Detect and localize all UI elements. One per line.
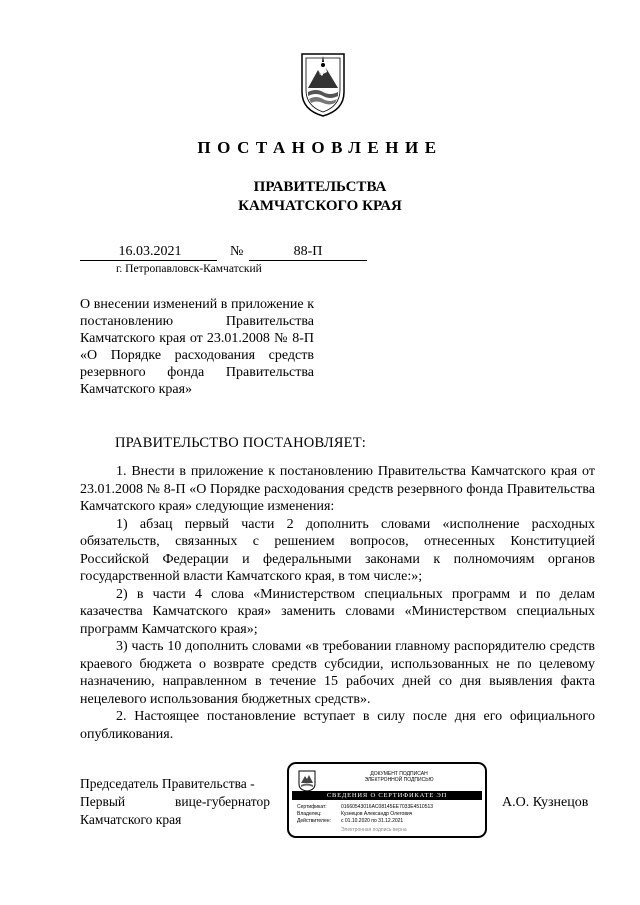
- date-number-row: [80, 244, 370, 264]
- signatory-position: [80, 775, 270, 829]
- kamchatka-emblem-icon: [298, 52, 348, 118]
- document-city: г. Петропавловск-Камчатский: [116, 263, 262, 275]
- stamp-row-key: Действителен:: [297, 818, 331, 824]
- position-line-2b: вице-губернатор: [175, 794, 270, 809]
- issuer-line-2: КАМЧАТСКОГО КРАЯ: [238, 198, 402, 214]
- stamp-details: [297, 804, 433, 825]
- stamp-row: [297, 804, 433, 811]
- stamp-row-value: с 01.10.2020 по 31.12.2021: [341, 818, 404, 824]
- stamp-row: [297, 818, 433, 825]
- issuer-line-1: ПРАВИТЕЛЬСТВА: [253, 179, 387, 195]
- stamp-emblem-icon: [297, 770, 317, 792]
- stamp-row-key: Сертификат:: [297, 804, 327, 810]
- stamp-ghost-text: Электронная подпись верна: [341, 827, 407, 833]
- body-paragraph: 1. Внести в приложение к постановлению Правительства Камчатского края от 23.01.2008 № 8-П «О Порядке расходования средств резервного фонда Правительства Камчатского края» следующие изменения:: [80, 464, 595, 514]
- stamp-bar: СВЕДЕНИЯ О СЕРТИФИКАТЕ ЭП: [292, 791, 482, 800]
- position-line-2: [80, 793, 270, 811]
- issuer-name: [0, 178, 640, 216]
- signatory-name: А.О. Кузнецов: [502, 795, 589, 810]
- body-paragraph: 2) в части 4 слова «Министерством специальных программ и по делам казачества Камчатского края» заменить словами «Министерством специальных программ Камчатского края»;: [80, 586, 595, 637]
- position-line-3: Камчатского края: [80, 812, 182, 827]
- body-paragraph: 1) абзац первый части 2 дополнить словами «исполнение расходных обязательств, связанных с решением вопросов, отнесенных Конституцией Российской Федерации и федеральными законами к полномочиям органов государственной власти Камчатского края, в том числе:»;: [80, 516, 595, 584]
- stamp-header-line-2: ЭЛЕКТРОННОЙ ПОДПИСЬЮ: [364, 777, 434, 783]
- number-underline: [249, 260, 367, 261]
- document-date: 16.03.2021: [118, 244, 182, 259]
- document-subject: О внесении изменений в приложение к постановлению Правительства Камчатского края от 23.01.2008 № 8-П «О Порядке расходования средств резервного фонда Правительства Камчатского края»: [80, 297, 314, 397]
- document-title: ПОСТАНОВЛЕНИЕ: [197, 138, 443, 157]
- stamp-row-key: Владелец:: [297, 811, 322, 817]
- stamp-header: [319, 771, 479, 783]
- number-sign: №: [230, 244, 244, 259]
- electronic-signature-stamp: [287, 762, 487, 838]
- stamp-header-line-1: ДОКУМЕНТ ПОДПИСАН: [370, 771, 428, 777]
- body-paragraph: 2. Настоящее постановление вступает в силу после дня его официального опубликования.: [80, 709, 595, 742]
- date-underline: [80, 260, 217, 261]
- stamp-row-value: 01660543016AC08145EE7033E4510513: [341, 804, 434, 810]
- position-line-1: Председатель Правительства -: [80, 776, 255, 791]
- stamp-row: [297, 811, 433, 818]
- decree-heading: ПРАВИТЕЛЬСТВО ПОСТАНОВЛЯЕТ:: [115, 435, 367, 451]
- body-paragraph: 3) часть 10 дополнить словами «в требовании главному распорядителю средств краевого бюджета о возврате средств субсидии, использованных не по целевому назначению, направленном в течение 15 рабочих дней со дня выявления факта нецелевого использования бюджетных средств».: [80, 639, 595, 707]
- position-line-2a: Первый: [80, 794, 126, 809]
- stamp-row-value: Кузнецов Александр Олегович: [341, 811, 413, 817]
- document-number: 88-П: [293, 244, 323, 259]
- document-body: [80, 463, 595, 743]
